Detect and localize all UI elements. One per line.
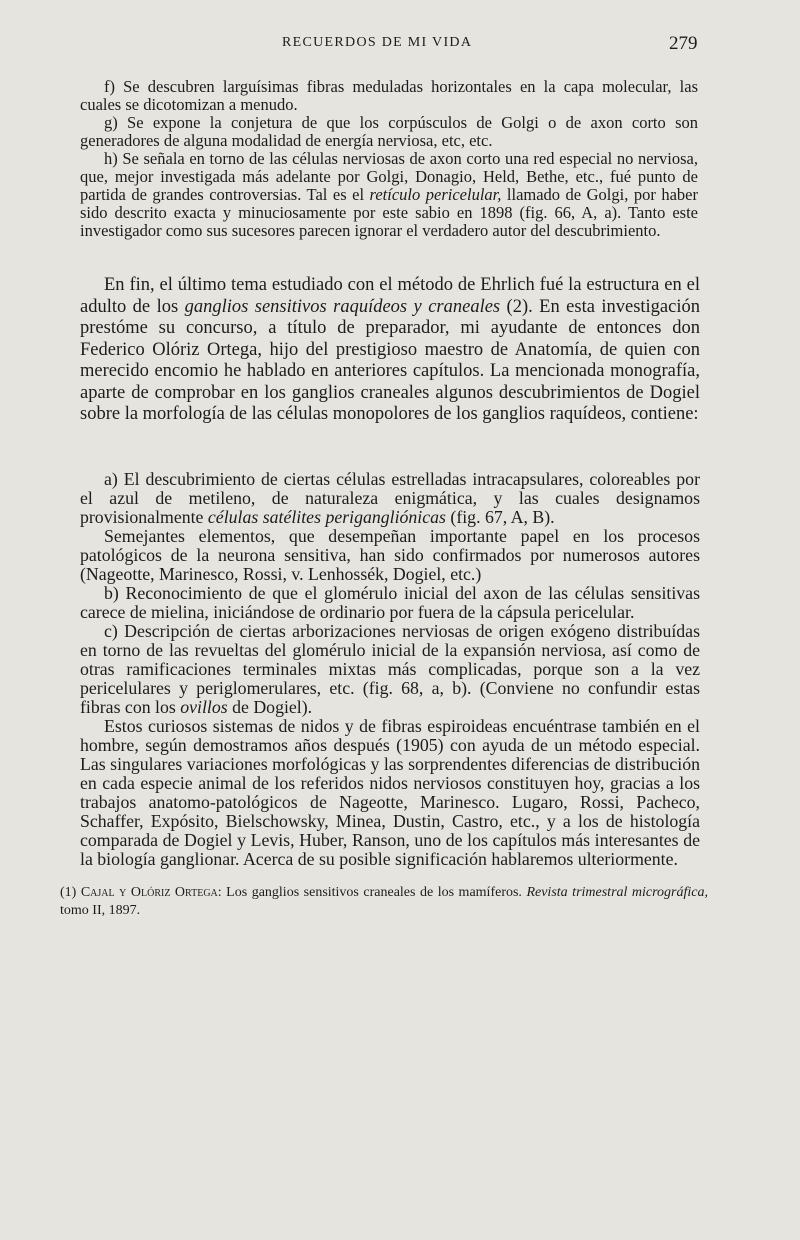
item-f-text: f) Se descubren larguísimas fibras meduladas horizontales en la capa molecular, las cuales se dicotomizan a menudo. — [80, 77, 698, 114]
list-block-a-b-c — [80, 470, 700, 869]
ganglios-text-2: (2). En esta investigación prestóme su concurso, a título de preparador, mi ayudante de entonces don Federico Olóriz Ortega, hijo del prestigioso maestro de Anatomía, de quien con merecido encomio he hablado en anteriores capítulos. La mencionada monografía, aparte de comprobar en los ganglios craneales algunos descubrimientos de Dogiel sobre la morfología de las células monopolores de los ganglios raquídeos, contiene: — [80, 296, 700, 424]
footnote-journal: Revista trimestral micrográfica, — [526, 885, 708, 900]
item-a-emphasis: células satélites perigangliónicas — [207, 507, 446, 527]
page-header — [0, 33, 800, 55]
paragraph-semejantes: Semejantes elementos, que desempeñan importante papel en los procesos patológicos de la neurona sensitiva, han sido confirmados por numerosos autores (Nageotte, Marinesco, Rossi, v. Lenhossék, Dogiel, etc.) — [80, 526, 700, 584]
item-h-text-1: h) Se señala en torno de las células nerviosas de axon corto una red especial no nerviosa, que, mejor investigada más adelante por Golgi, Donagio, Held, Bethe, etc., fué punto de partida de grandes controversias. Tal es el — [80, 149, 698, 204]
item-g-text: g) Se expone la conjetura de que los corpúsculos de Golgi o de axon corto son generadores de alguna modalidad de energía nerviosa, etc, etc. — [80, 113, 698, 150]
item-c-text-1: c) Descripción de ciertas arborizaciones nerviosas de origen exógeno distribuídas en torno de las revueltas del glomérulo inicial de la expansión nerviosa, así como de otras ramificaciones terminales mixtas más complicadas, porque son a la vez pericelulares y periglomerulares, etc. (fig. 68, a, b). (Conviene no confundir estas fibras con los — [80, 621, 700, 717]
page-number: 279 — [669, 33, 698, 54]
footnote-body: Los ganglios sensitivos craneales de los mamíferos. — [221, 885, 527, 900]
footnote-tail: tomo II, 1897. — [60, 903, 141, 918]
ganglios-emphasis: ganglios sensitivos raquídeos y craneales — [184, 296, 501, 317]
item-a — [80, 470, 700, 527]
item-c-text-2: de Dogiel). — [227, 697, 313, 717]
list-block-f-g-h — [80, 78, 698, 240]
item-a-text-2: (fig. 67, A, B). — [445, 507, 555, 527]
item-h-emphasis: retículo pericelular, — [369, 185, 502, 204]
footnote-authors: Cajal y Olóriz Ortega: — [80, 885, 222, 900]
ganglios-text-1: En fin, el último tema estudiado con el método de Ehrlich fué la estructura en el adulto de los — [80, 275, 700, 317]
item-c-emphasis: ovillos — [180, 697, 228, 717]
item-f — [80, 78, 698, 114]
item-c — [80, 622, 700, 717]
item-a-text-1: a) El descubrimiento de ciertas células estrelladas intracapsulares, coloreables por el azul de metileno, de naturaleza enigmática, y las cuales designamos provisionalmente — [80, 469, 700, 527]
footnote — [60, 884, 708, 920]
item-b: b) Reconocimiento de que el glomérulo inicial del axon de las células sensitivas carece de mielina, iniciándose de ordinario por fuera de la cápsula pericelular. — [80, 583, 700, 622]
paragraph-ganglios — [80, 275, 700, 426]
item-g — [80, 114, 698, 150]
item-h-text-2: llamado de Golgi, por haber sido descrito exacta y minuciosamente por este sabio en 1898 (fig. 66, A, a). Tanto este investigador como sus sucesores parecen ignorar el verdadero autor del descubrimiento. — [80, 185, 699, 240]
show-through-texture — [60, 905, 720, 1145]
item-h — [80, 150, 698, 240]
footnote-marker: (1) — [60, 885, 77, 900]
paragraph-ganglios-text — [80, 275, 700, 426]
footnote-text — [60, 884, 708, 920]
paragraph-estos: Estos curiosos sistemas de nidos y de fibras espiroideas encuéntrase también en el hombre, según demostramos años después (1905) con ayuda de un método especial. Las singulares variaciones morfológicas y las sorprendentes diferencias de distribución en cada especie animal de los referidos nidos nerviosos constituyen hoy, gracias a los trabajos anatomo-patológicos de Nageotte, Marinesco. Lugaro, Rossi, Pacheco, Schaffer, Expósito, Bielschowsky, Minea, Dustin, Castro, etc., y a los de histología comparada de Dogiel y Levis, Huber, Ranson, uno de los capítulos más interesantes de la biología ganglionar. Acerca de su posible significación hablaremos ulteriormente. — [80, 716, 700, 869]
running-head: RECUERDOS DE MI VIDA — [282, 35, 473, 50]
